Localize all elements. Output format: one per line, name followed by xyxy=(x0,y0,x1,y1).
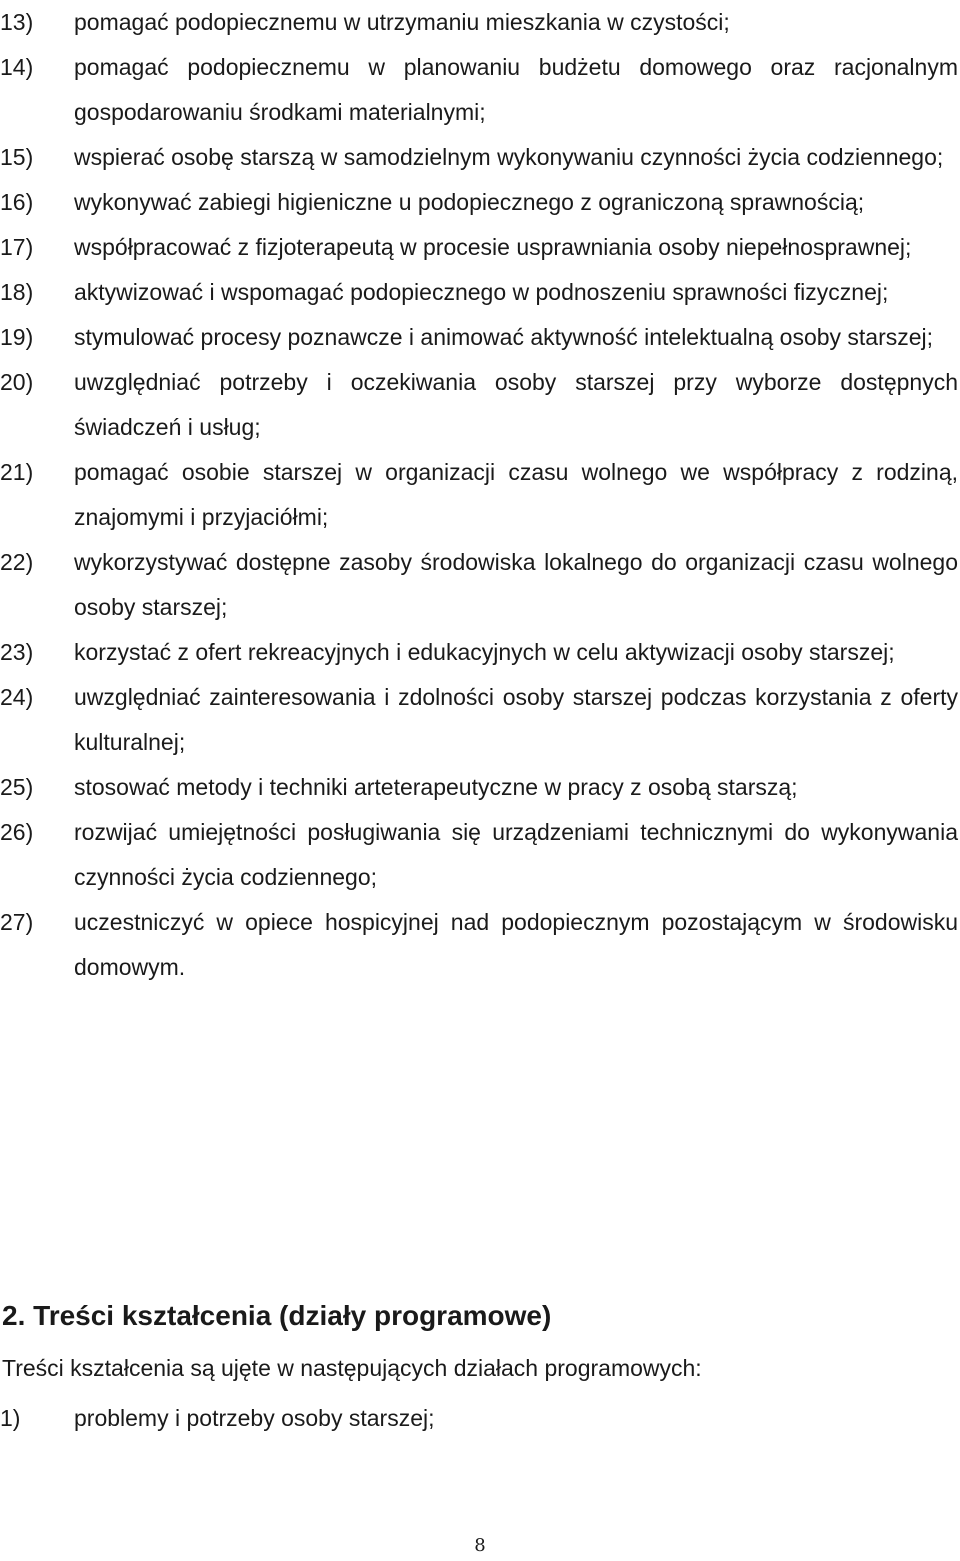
list-item-number: 13) xyxy=(0,9,34,35)
list-item-number: 19) xyxy=(0,324,34,350)
list-item-text: pomagać osobie starszej w organizacji czasu wolnego we współpracy z rodziną, znajomymi i przyjaciółmi; xyxy=(74,459,958,530)
list-item-number: 20) xyxy=(0,369,34,395)
list-item xyxy=(0,630,958,675)
list-item-text: korzystać z ofert rekreacyjnych i edukacyjnych w celu aktywizacji osoby starszej; xyxy=(74,639,895,665)
list-item-text: aktywizować i wspomagać podopiecznego w podnoszeniu sprawności fizycznej; xyxy=(74,279,889,305)
list-item xyxy=(0,0,958,45)
list-item-text: problemy i potrzeby osoby starszej; xyxy=(74,1405,435,1431)
list-item xyxy=(0,45,958,135)
section-heading: 2. Treści kształcenia (działy programowe) xyxy=(2,1300,552,1331)
list-item-text: pomagać podopiecznemu w planowaniu budżetu domowego oraz racjonalnym gospodarowaniu środkami materialnymi; xyxy=(74,54,958,125)
list-item xyxy=(0,315,958,360)
list-item-text: stosować metody i techniki arteterapeutyczne w pracy z osobą starszą; xyxy=(74,774,798,800)
list-item-text: rozwijać umiejętności posługiwania się urządzeniami technicznymi do wykonywania czynności życia codziennego; xyxy=(74,819,958,890)
list-item-text: wspierać osobę starszą w samodzielnym wykonywaniu czynności życia codziennego; xyxy=(74,144,944,170)
list-item-text: uczestniczyć w opiece hospicyjnej nad podopiecznym pozostającym w środowisku domowym. xyxy=(74,909,958,980)
list-item xyxy=(0,1396,958,1441)
list-item xyxy=(0,225,958,270)
list-item-text: wykonywać zabiegi higieniczne u podopiecznego z ograniczoną sprawnością; xyxy=(74,189,865,215)
list-item xyxy=(0,675,958,765)
list-item xyxy=(0,540,958,630)
list-item-text: współpracować z fizjoterapeutą w procesie usprawniania osoby niepełnosprawnej; xyxy=(74,234,912,260)
list-item-text: uwzględniać potrzeby i oczekiwania osoby starszej przy wyborze dostępnych świadczeń i usług; xyxy=(74,369,958,440)
list-item xyxy=(0,450,958,540)
list-item-number: 14) xyxy=(0,54,34,80)
list-item xyxy=(0,360,958,450)
list-item-number: 1) xyxy=(0,1405,21,1431)
list-item-number: 27) xyxy=(0,909,34,935)
list-item-text: pomagać podopiecznemu w utrzymaniu mieszkania w czystości; xyxy=(74,9,730,35)
list-item xyxy=(0,900,958,990)
page-number: 8 xyxy=(474,1535,486,1556)
list-item-number: 18) xyxy=(0,279,34,305)
list-item-number: 26) xyxy=(0,819,34,845)
list-item-number: 21) xyxy=(0,459,34,485)
list-item-number: 24) xyxy=(0,684,34,710)
list-item xyxy=(0,765,958,810)
list-item-number: 23) xyxy=(0,639,34,665)
list-item-number: 15) xyxy=(0,144,34,170)
list-item-text: stymulować procesy poznawcze i animować aktywność intelektualną osoby starszej; xyxy=(74,324,934,350)
program-sections-list xyxy=(0,1396,958,1441)
list-item xyxy=(0,270,958,315)
list-item-text: uwzględniać zainteresowania i zdolności osoby starszej podczas korzystania z oferty kulturalnej; xyxy=(74,684,958,755)
list-item xyxy=(0,135,958,180)
section-intro: Treści kształcenia są ujęte w następujących działach programowych: xyxy=(2,1355,702,1381)
list-item-number: 16) xyxy=(0,189,34,215)
list-item xyxy=(0,180,958,225)
list-item xyxy=(0,810,958,900)
list-item-text: wykorzystywać dostępne zasoby środowiska lokalnego do organizacji czasu wolnego osoby starszej; xyxy=(74,549,958,620)
list-item-number: 25) xyxy=(0,774,34,800)
list-item-number: 17) xyxy=(0,234,34,260)
list-item-number: 22) xyxy=(0,549,34,575)
